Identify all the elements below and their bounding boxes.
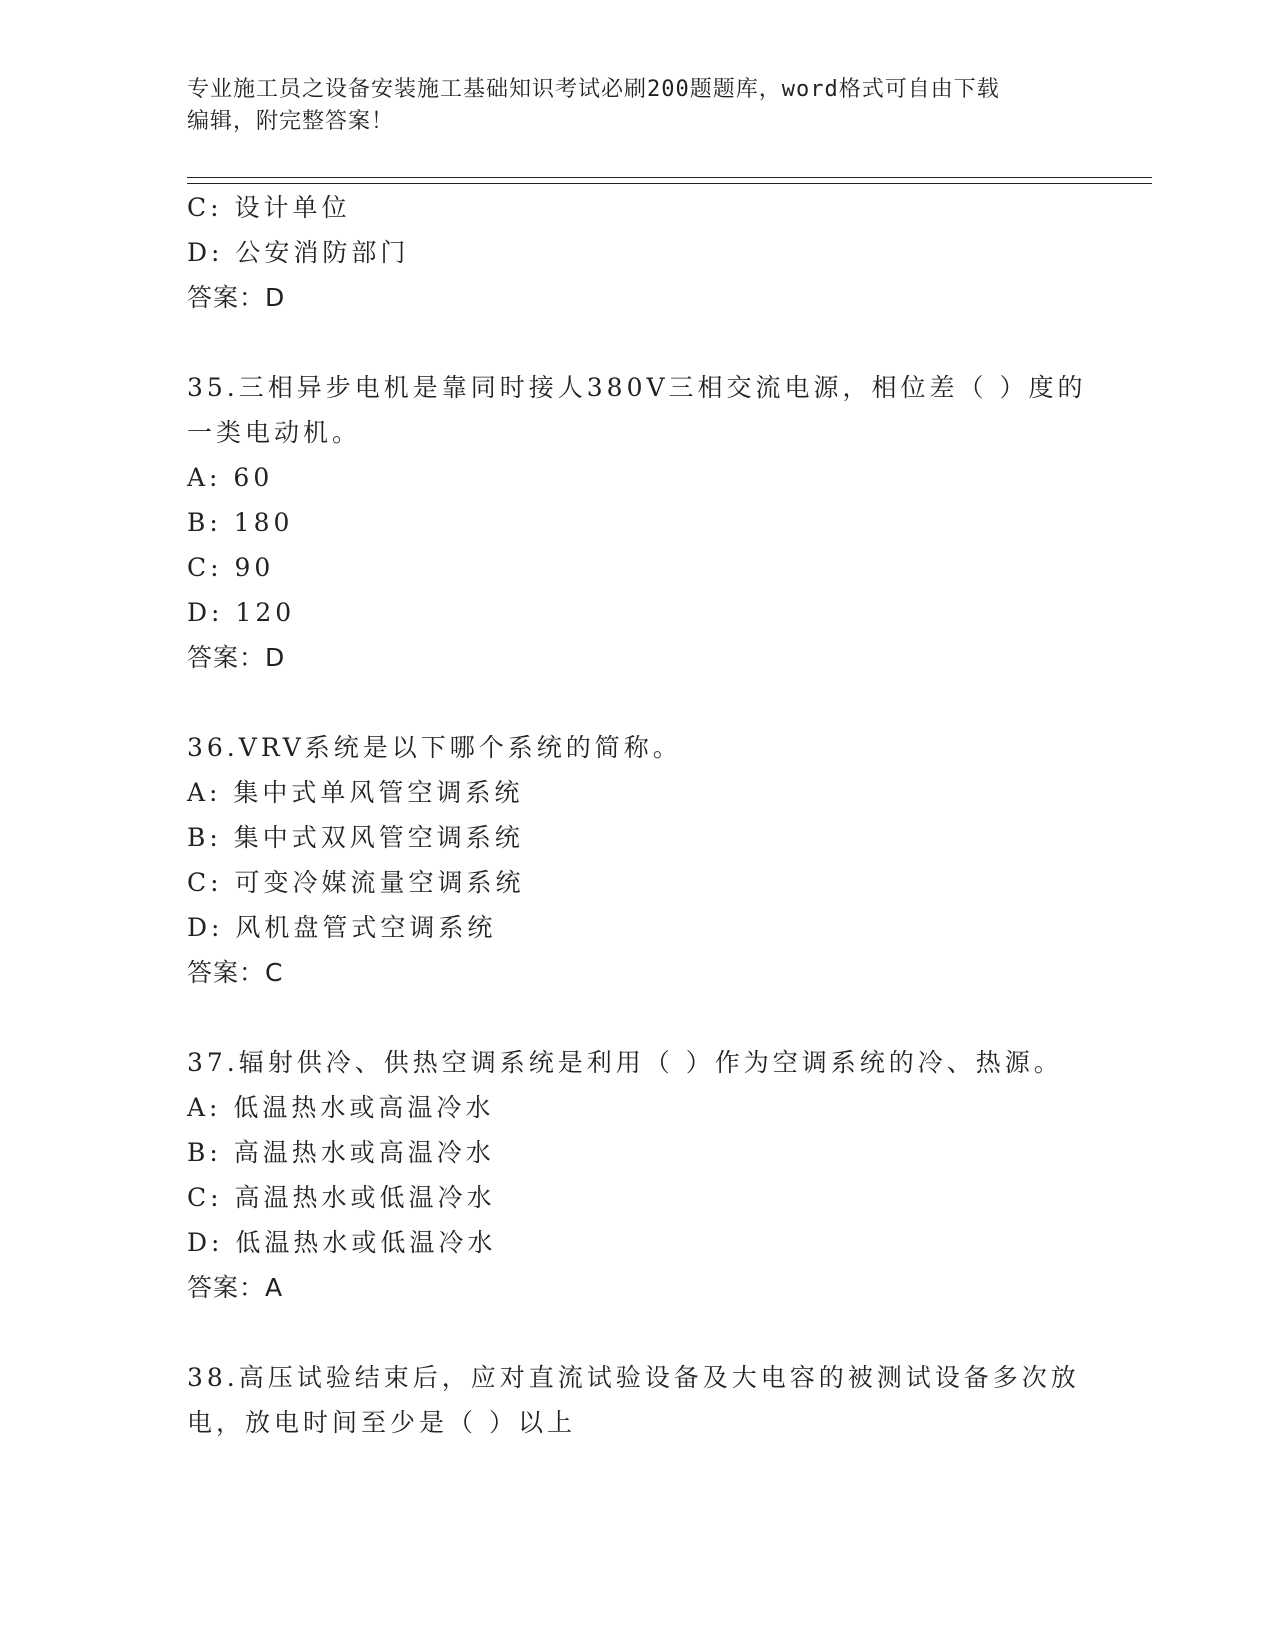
question-37-option-d: D: 低温热水或低温冷水 bbox=[187, 1228, 497, 1257]
question-38-stem-line-1: 38.高压试验结束后，应对直流试验设备及大电容的被测试设备多次放 bbox=[187, 1363, 1080, 1392]
document-header bbox=[187, 74, 1077, 138]
question-35-answer: 答案：D bbox=[187, 643, 286, 672]
question-37-answer: 答案：A bbox=[187, 1273, 284, 1302]
option-d: D: 公安消防部门 bbox=[187, 238, 410, 267]
question-36-option-a: A: 集中式单风管空调系统 bbox=[187, 778, 524, 807]
question-35-option-d: D: 120 bbox=[187, 598, 296, 627]
question-37-option-c: C: 高温热水或低温冷水 bbox=[187, 1183, 496, 1212]
header-line-1: 专业施工员之设备安装施工基础知识考试必刷200题题库，word格式可自由下载 bbox=[187, 77, 1000, 102]
header-divider-top bbox=[187, 177, 1152, 178]
header-line-2: 编辑，附完整答案！ bbox=[187, 109, 395, 134]
question-38-stem-line-2: 电，放电时间至少是（ ）以上 bbox=[187, 1408, 576, 1437]
question-36-option-b: B: 集中式双风管空调系统 bbox=[187, 823, 524, 852]
header-divider-bottom bbox=[187, 183, 1152, 184]
question-35-option-c: C: 90 bbox=[187, 553, 275, 582]
question-37-stem-line-1: 37.辐射供冷、供热空调系统是利用（ ）作为空调系统的冷、热源。 bbox=[187, 1048, 1063, 1077]
question-35-stem-line-1: 35.三相异步电机是靠同时接人380V三相交流电源，相位差（ ）度的 bbox=[187, 373, 1087, 402]
question-36-option-d: D: 风机盘管式空调系统 bbox=[187, 913, 497, 942]
question-36-answer: 答案：C bbox=[187, 958, 284, 987]
question-37-option-a: A: 低温热水或高温冷水 bbox=[187, 1093, 495, 1122]
question-36-option-c: C: 可变冷媒流量空调系统 bbox=[187, 868, 525, 897]
question-37-option-b: B: 高温热水或高温冷水 bbox=[187, 1138, 495, 1167]
question-36-stem-line-1: 36.VRV系统是以下哪个系统的简称。 bbox=[187, 733, 682, 762]
answer: 答案：D bbox=[187, 283, 286, 312]
question-35-option-a: A: 60 bbox=[187, 463, 274, 492]
question-35-option-b: B: 180 bbox=[187, 508, 294, 537]
question-35-stem-line-2: 一类电动机。 bbox=[187, 418, 362, 447]
option-c: C: 设计单位 bbox=[187, 193, 351, 222]
